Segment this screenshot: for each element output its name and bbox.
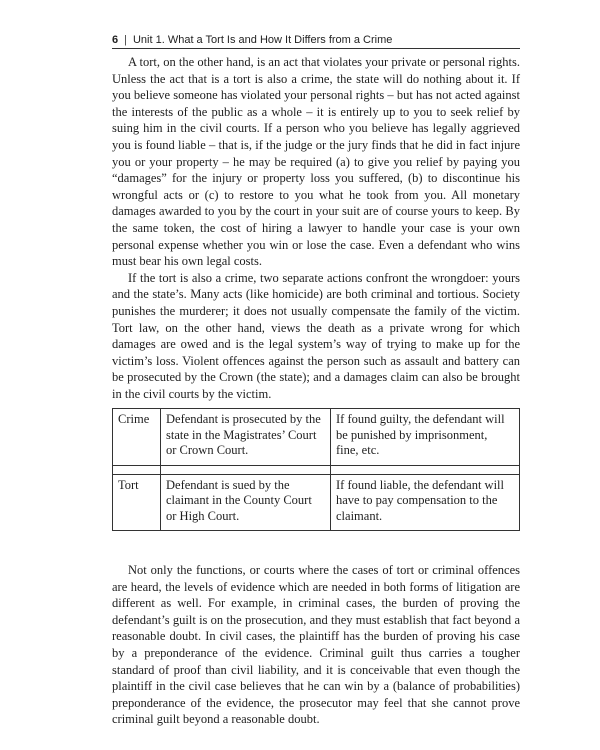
paragraph-tort-definition: A tort, on the other hand, is an act that violates your private or personal rights. Unless the act that is a tort is also a crime, the state will do nothing about it. If you believe someone has violated your personal rights – but has not acted against the interests of the public as a whole – it is entirely up to you to seek relief by suing him in the civil courts. If a person who you believe has legally aggrieved you is found liable – that is, if the judge or the jury finds that he did in fact injure you or your property – he may be required (a) to give you relief by paying you “damages” for the injury or property loss you suffered, (b) to discontinue his wrongful acts or (c) to restore to you what he took from you. All monetary damages awarded to you by the court in your suit are of course yours to keep. By the same token, the cost of hiring a lawyer to handle your case is your own personal expense whether you win or lose the case. Even a defendant who wins must bear his own legal costs. (112, 55, 520, 269)
running-header (112, 34, 520, 49)
crime-tort-comparison-table (112, 408, 520, 531)
crime-procedure-cell: Defendant is prosecuted by the state in the Magistrates’ Court or Crown Court. (161, 409, 331, 466)
body-text-upper (112, 54, 520, 402)
row-label-crime: Crime (113, 409, 161, 466)
table-row-crime (113, 409, 520, 466)
paragraph-tort-and-crime: If the tort is also a crime, two separate actions confront the wrongdoer: yours and the state’s. Many acts (like homicide) are both criminal and tortious. Society punishes the murderer; it does not usually compensate the family of the victim. Tort law, on the other hand, views the death as a private wrong for which damages are owed and is the legal system’s way of trying to make up for the victim’s loss. Violent offences against the person such as assault and battery can be prosecuted by the Crown (the state); and a damages claim can also be brought in the civil courts by the victim. (112, 270, 520, 401)
table-row-tort (113, 474, 520, 531)
crime-outcome-cell: If found guilty, the defendant will be punished by imprisonment, fine, etc. (331, 409, 520, 466)
paragraph-standards-of-proof: Not only the functions, or courts where the cases of tort or criminal offences are heard, the levels of evidence which are needed in both forms of litigation are different as well. For example, in criminal cases, the burden of proving the defendant’s guilt is on the prosecution, and they must establish that fact beyond a reasonable doubt. In civil cases, the plaintiff has the burden of proving his case by a preponderance of the evidence. Criminal guilt thus carries a tougher standard of proof than civil liability, and it is conceivable that even though the plaintiff in the civil case believes that he can win by a (balance of probabilities) preponderance of the evidence, the prosecutor may feel that she cannot prove criminal guilt beyond a reasonable doubt. (112, 563, 520, 727)
chapter-title: Unit 1. What a Tort Is and How It Differs from a Crime (132, 34, 393, 46)
page-number: 6 (112, 34, 119, 46)
tort-outcome-cell: If found liable, the defendant will have to pay compensation to the claimant. (331, 474, 520, 531)
tort-procedure-cell: Defendant is sued by the claimant in the County Court or High Court. (161, 474, 331, 531)
body-text-lower (112, 562, 520, 728)
row-label-tort: Tort (113, 474, 161, 531)
table-row-spacer (113, 465, 520, 474)
header-separator: | (124, 34, 127, 46)
